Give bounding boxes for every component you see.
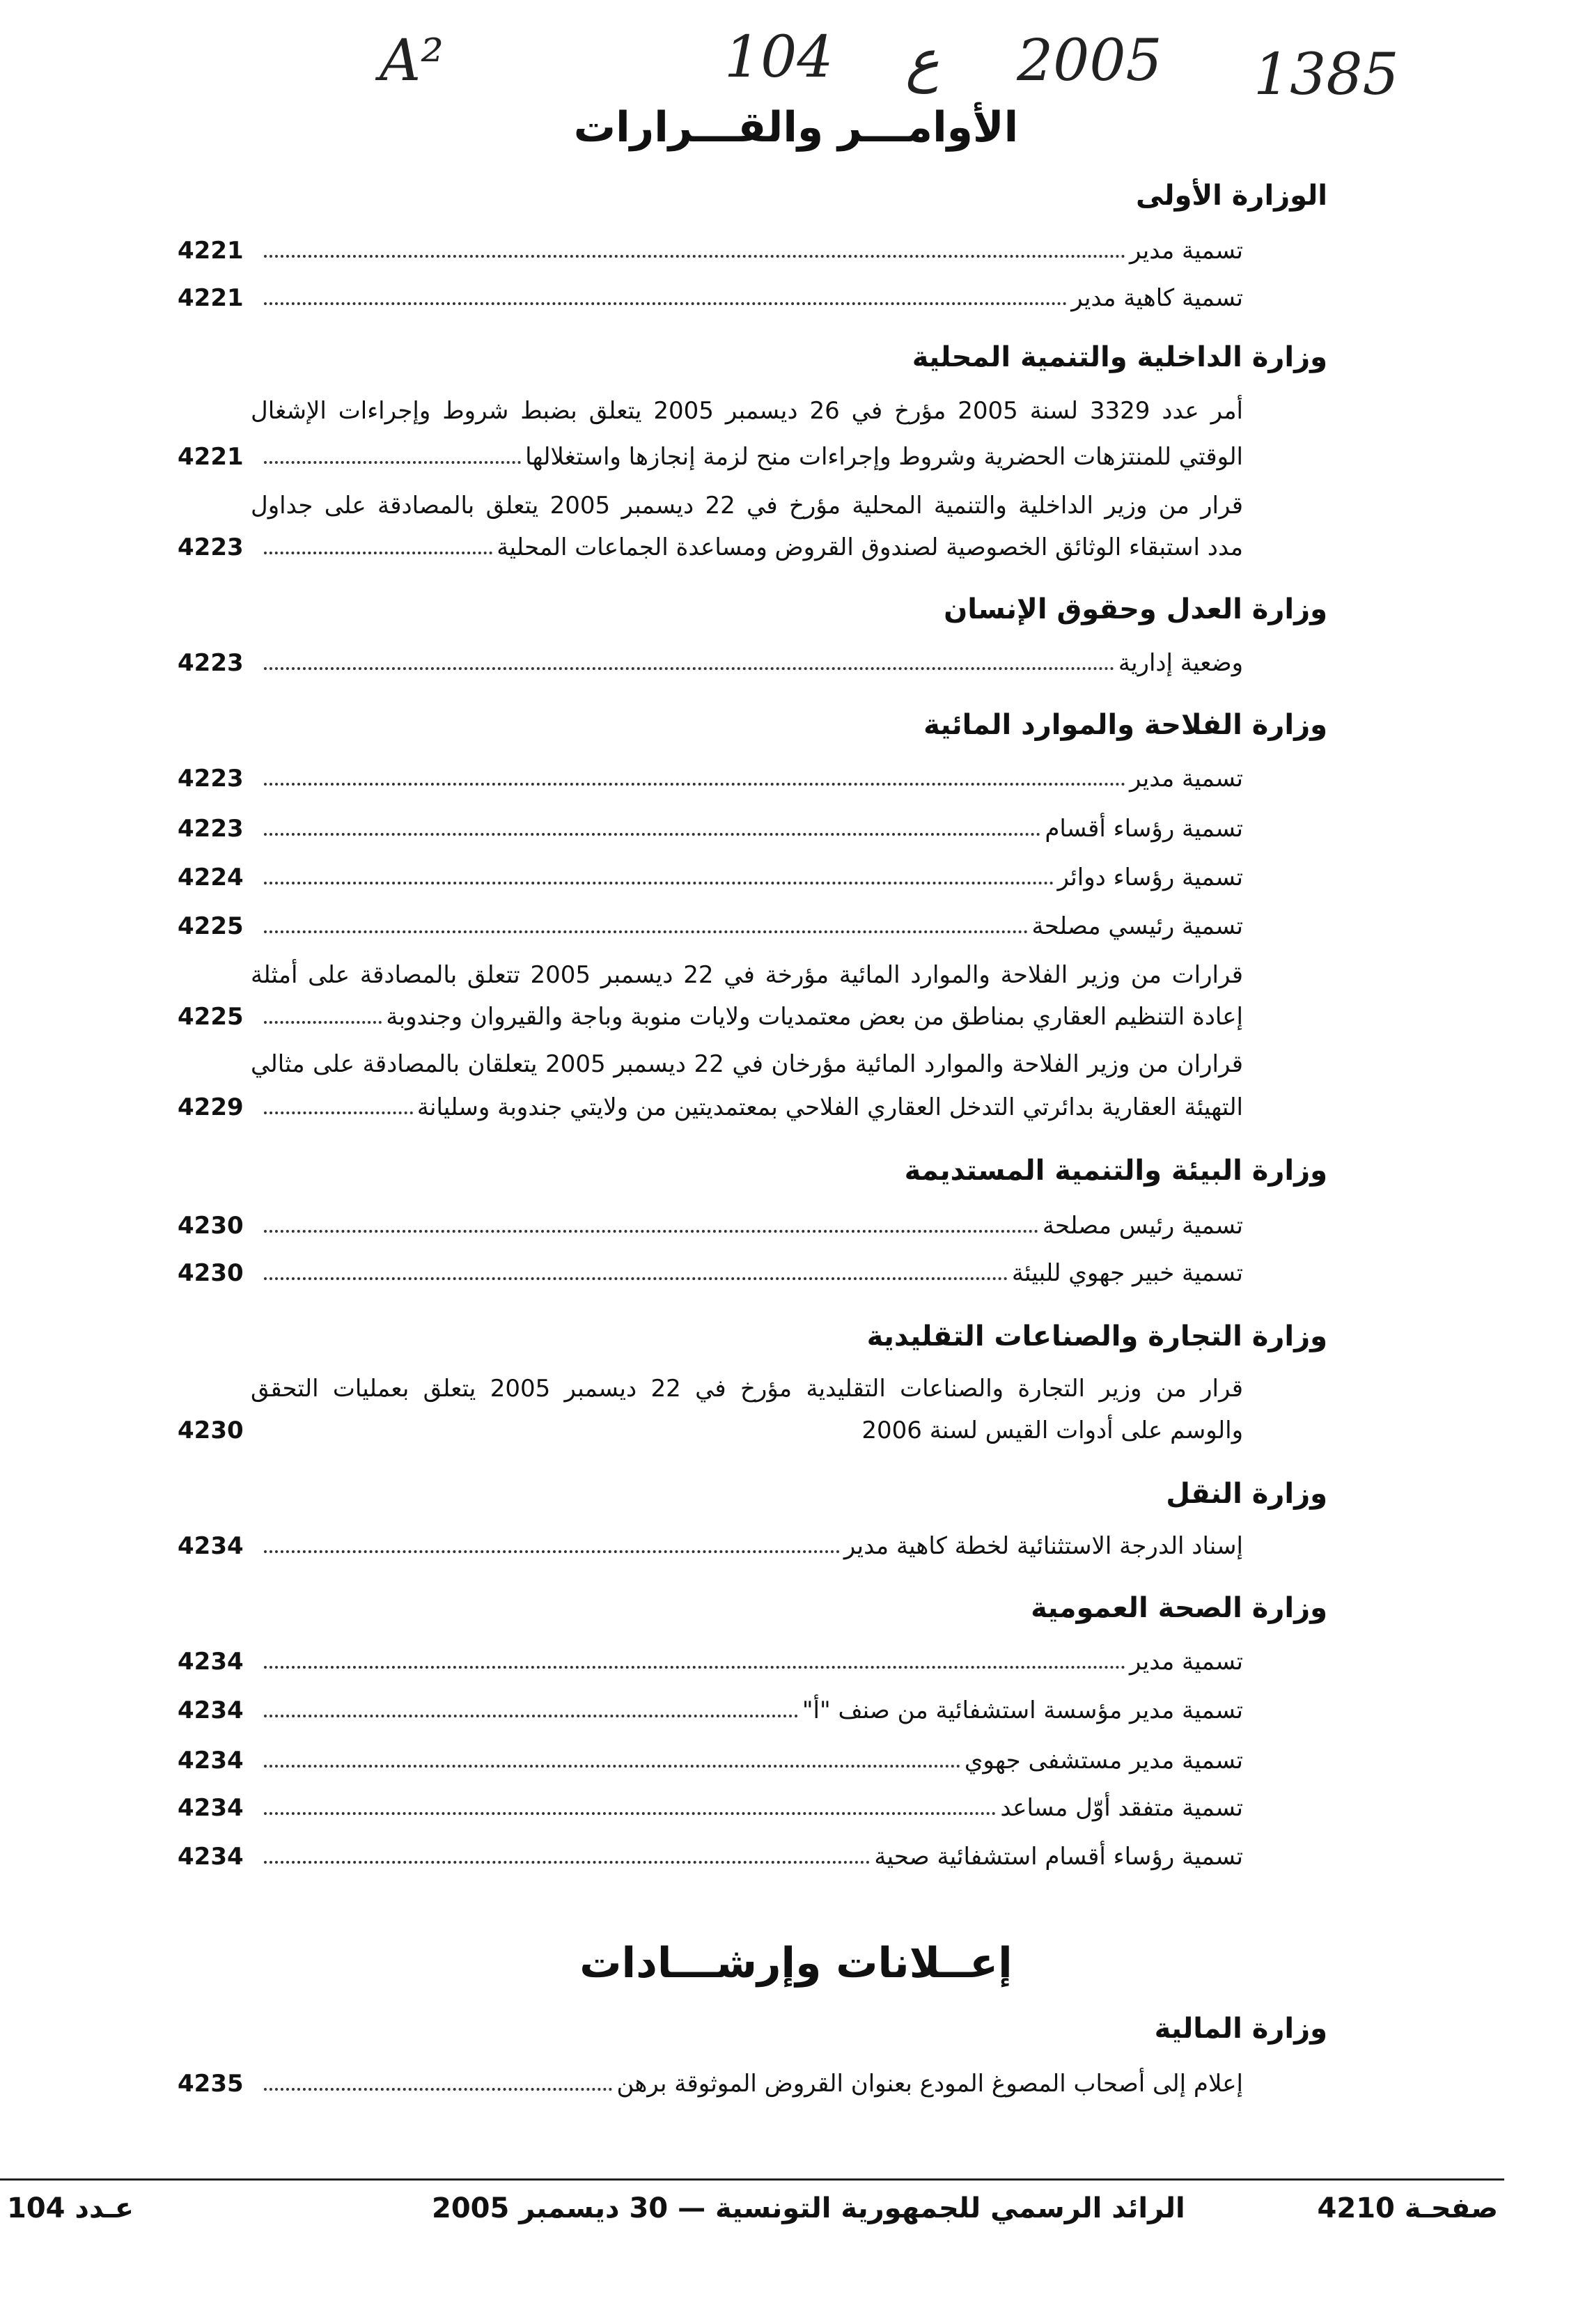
entry-hea2 (178, 1697, 1243, 1724)
entry-agr5 (178, 1003, 1243, 1031)
entry-text: تسمية رؤساء أقسام استشفائية صحية (874, 1843, 1243, 1871)
dot-leader (264, 2087, 612, 2091)
entry-text: إسناد الدرجة الاستثنائية لخطة كاهية مدير (843, 1532, 1243, 1560)
page-number: 4234 (178, 1747, 244, 1775)
entry-int1 (178, 443, 1243, 471)
dot-leader (264, 254, 1125, 258)
page-number: 4234 (178, 1648, 244, 1676)
section-finance: وزارة المالية (1154, 2013, 1327, 2045)
entry-agr2 (178, 815, 1243, 843)
dot-leader (264, 782, 1125, 786)
entry-text: مدد استبقاء الوثائق الخصوصية لصندوق القروض ومساعدة الجماعات المحلية (497, 533, 1243, 561)
entry-text: تسمية خبير جهوي للبيئة (1011, 1259, 1243, 1287)
entry-text: تسمية متفقد أوّل مساعد (1000, 1794, 1243, 1822)
dot-leader (264, 1860, 870, 1864)
dot-leader (264, 551, 492, 554)
page-number: 4230 (178, 1417, 244, 1444)
footer-issue: عـدد 104 (7, 2192, 134, 2224)
page-number: 4229 (178, 1093, 244, 1121)
entry-agr5-line1: قرارات من وزير الفلاحة والموارد المائية مؤرخة في 22 ديسمبر 2005 تتعلق بالمصادقة على أمثلة (251, 961, 1243, 989)
section-health: وزارة الصحة العمومية (1031, 1592, 1327, 1624)
handwritten-code: 1385 (1254, 42, 1399, 108)
dot-leader (264, 302, 1067, 305)
entry-text: تسمية رئيس مصلحة (1042, 1212, 1243, 1240)
page-number: 4230 (178, 1259, 244, 1287)
page-number: 4223 (178, 815, 244, 843)
page-number: 4224 (178, 864, 244, 891)
dot-leader (264, 1020, 382, 1024)
entry-hea3 (178, 1747, 1243, 1775)
section-environment: وزارة البيئة والتنمية المستديمة (904, 1155, 1327, 1187)
dot-leader (264, 1111, 413, 1114)
entry-hea4 (178, 1794, 1243, 1822)
entry-agr6 (178, 1093, 1243, 1121)
page-number: 4225 (178, 912, 244, 940)
page-number: 4221 (178, 284, 244, 312)
dot-leader (264, 1665, 1125, 1669)
section-interior: وزارة الداخلية والتنمية المحلية (912, 341, 1327, 373)
handwritten-issue: 104 (724, 24, 834, 91)
footer-journal: الرائد الرسمي للجمهورية التونسية — 30 ديسمبر 2005 (432, 2192, 1185, 2224)
entry-int2 (178, 533, 1243, 561)
entry-text: والوسم على أدوات القيس لسنة 2006 (861, 1417, 1243, 1444)
entry-text: تسمية رؤساء أقسام (1045, 815, 1243, 843)
section-pm: الوزارة الأولى (1136, 180, 1327, 212)
entry-env2 (178, 1259, 1243, 1287)
entry-text: تسمية كاهية مدير (1071, 284, 1243, 312)
entry-hea5 (178, 1843, 1243, 1871)
entry-agr6-line1: قراران من وزير الفلاحة والموارد المائية مؤرخان في 22 ديسمبر 2005 يتعلقان بالمصادقة على مثالي (251, 1050, 1243, 1078)
page-number: 4221 (178, 237, 244, 265)
footer-page: صفحـة 4210 (1317, 2192, 1498, 2224)
page-number: 4223 (178, 765, 244, 793)
entry-tra1 (178, 1532, 1243, 1560)
entry-pm2 (178, 284, 1243, 312)
entry-text: تسمية مدير (1129, 1648, 1243, 1676)
dot-leader (264, 881, 1054, 884)
entry-int2-line1: قرار من وزير الداخلية والتنمية المحلية مؤرخ في 22 ديسمبر 2005 يتعلق بالمصادقة على جداول (251, 492, 1243, 520)
dot-leader (264, 666, 1114, 670)
entry-agr1 (178, 765, 1243, 793)
main-title: الأوامـــر والقـــرارات (573, 103, 1019, 152)
entry-text: تسمية مدير (1129, 237, 1243, 265)
section-transport: وزارة النقل (1166, 1478, 1327, 1510)
entry-int1-line1: أمر عدد 3329 لسنة 2005 مؤرخ في 26 ديسمبر 2005 يتعلق بضبط شروط وإجراءات الإشغال (251, 397, 1244, 425)
entry-text: التهيئة العقارية بدائرتي التدخل العقاري الفلاحي بمعتمديتين من ولايتي جندوبة وسليانة (416, 1093, 1243, 1121)
page-number: 4234 (178, 1697, 244, 1724)
entry-text: الوقتي للمنتزهات الحضرية وشروط وإجراءات منح لزمة إنجازها واستغلالها (525, 443, 1243, 471)
entry-text: تسمية مدير مستشفى جهوي (964, 1747, 1243, 1775)
entry-text: تسمية رئيسي مصلحة (1031, 912, 1243, 940)
handwritten-mark: A² (380, 28, 444, 94)
entry-com1 (178, 1417, 1243, 1444)
dot-leader (264, 1714, 798, 1717)
page-number: 4234 (178, 1843, 244, 1871)
entry-hea1 (178, 1648, 1243, 1676)
page-number: 4234 (178, 1794, 244, 1822)
entry-text: إعادة التنظيم العقاري بمناطق من بعض معتمديات ولايات منوبة وباجة والقيروان وجندوبة (386, 1003, 1243, 1031)
section-justice: وزارة العدل وحقوق الإنسان (944, 593, 1327, 625)
handwritten-year: 2005 (1017, 28, 1162, 94)
entry-text: تسمية مدير مؤسسة استشفائية من صنف "أ" (802, 1697, 1243, 1724)
dot-leader (264, 1764, 960, 1768)
dot-leader (264, 460, 521, 464)
page-number: 4221 (178, 443, 244, 471)
dot-leader (264, 832, 1040, 836)
footer-rule (0, 2178, 1504, 2181)
page-number: 4223 (178, 533, 244, 561)
entry-agr3 (178, 864, 1243, 891)
section-commerce: وزارة التجارة والصناعات التقليدية (866, 1320, 1327, 1352)
entry-text: وضعية إدارية (1118, 649, 1243, 677)
page-number: 4235 (178, 2070, 244, 2098)
dot-leader (264, 1229, 1038, 1233)
page-number: 4225 (178, 1003, 244, 1031)
dot-leader (264, 1434, 857, 1437)
page-number: 4234 (178, 1532, 244, 1560)
entry-pm1 (178, 237, 1243, 265)
entry-text: تسمية مدير (1129, 765, 1243, 793)
dot-leader (264, 930, 1028, 933)
entry-text: إعلام إلى أصحاب المصوغ المودع بعنوان القروض الموثوقة برهن (616, 2070, 1243, 2098)
page-number: 4223 (178, 649, 244, 677)
dot-leader (264, 1277, 1008, 1280)
entry-fin1 (178, 2070, 1243, 2098)
entry-text: تسمية رؤساء دوائر (1057, 864, 1243, 891)
entry-agr4 (178, 912, 1243, 940)
entry-jus1 (178, 649, 1243, 677)
entry-com1-line1: قرار من وزير التجارة والصناعات التقليدية مؤرخ في 22 ديسمبر 2005 يتعلق بعمليات التحقق (251, 1375, 1243, 1403)
page-number: 4230 (178, 1212, 244, 1240)
dot-leader (264, 1811, 996, 1815)
section-agriculture: وزارة الفلاحة والموارد المائية (923, 709, 1327, 741)
handwritten-sep: ع (905, 28, 939, 94)
entry-env1 (178, 1212, 1243, 1240)
dot-leader (264, 1550, 840, 1553)
announcements-title: إعــلانات وإرشـــادات (579, 1939, 1013, 1988)
